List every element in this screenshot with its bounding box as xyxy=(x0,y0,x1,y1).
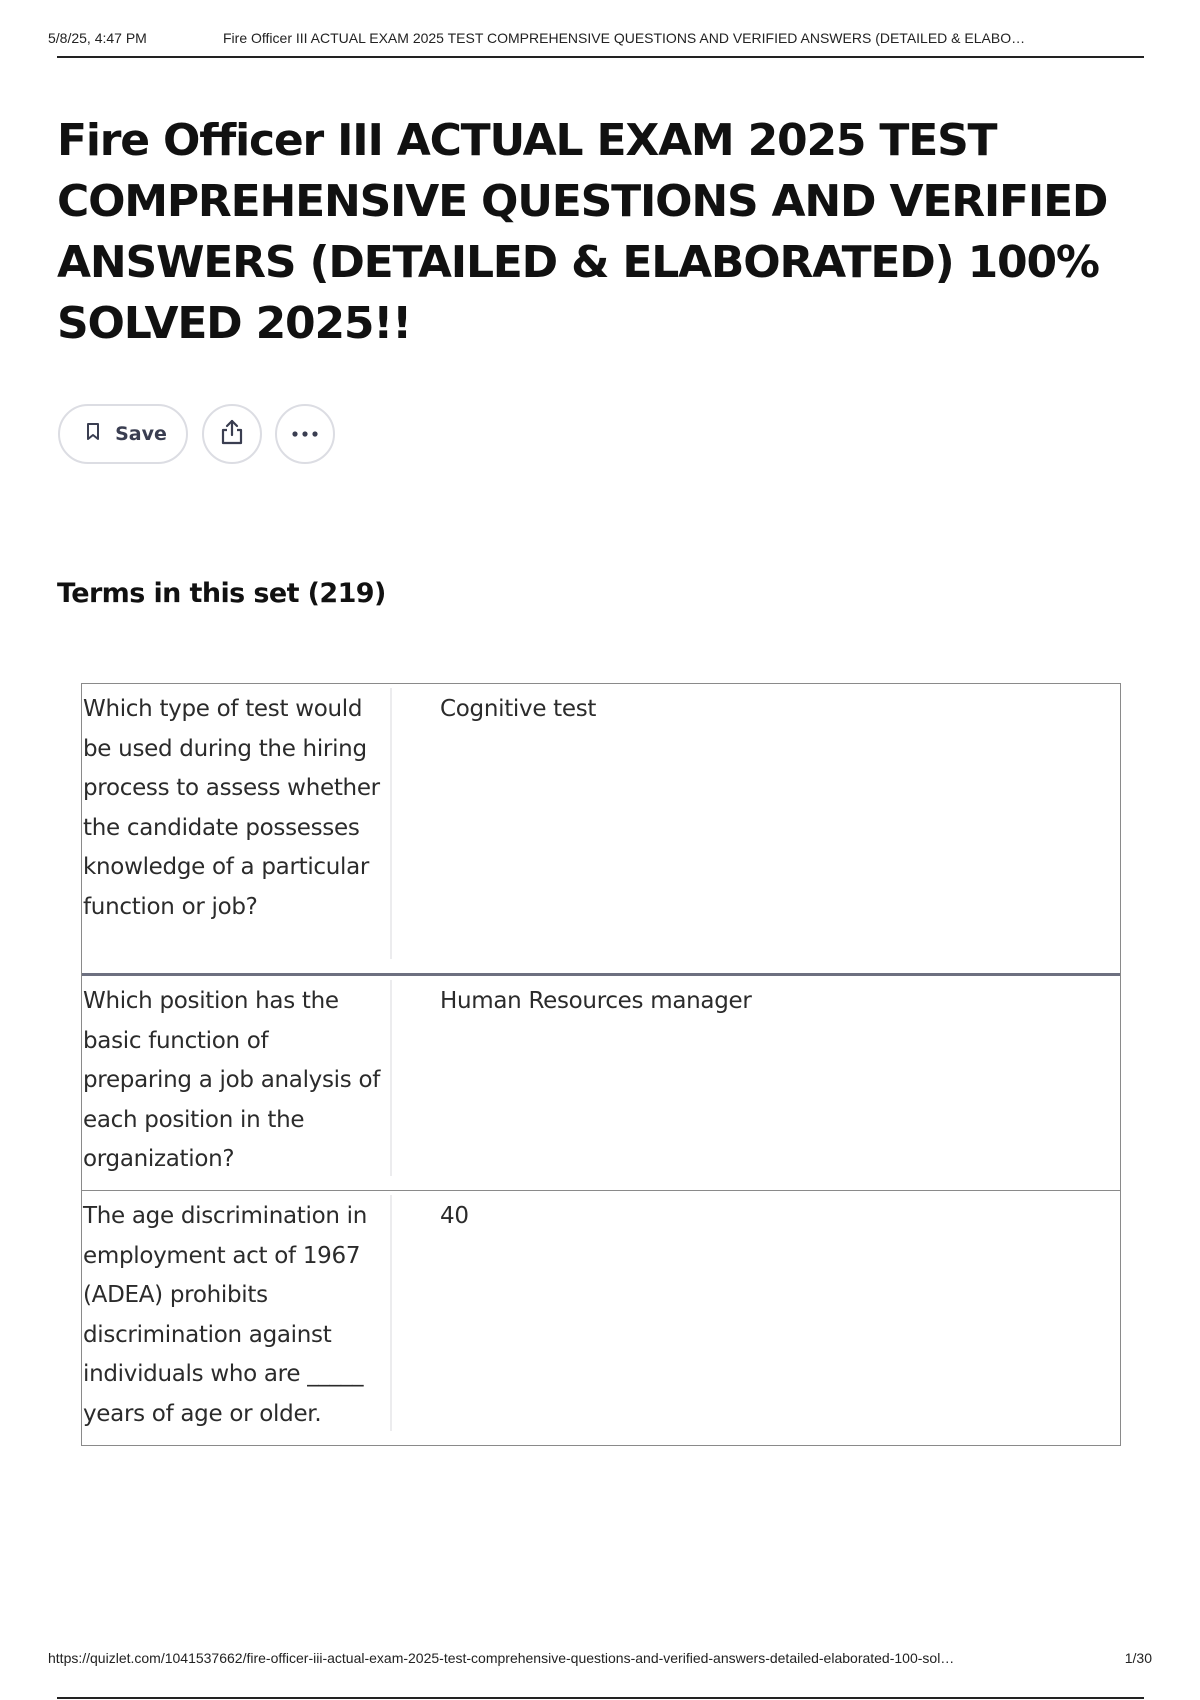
definition-text: Human Resources manager xyxy=(440,988,752,1014)
print-footer xyxy=(48,1650,1152,1670)
term-row xyxy=(82,976,1120,1191)
term-text: Which type of test would be used during the hiring process to assess whether the candidate possesses knowledge of a particular function or job? xyxy=(82,684,392,973)
more-options-icon xyxy=(291,425,319,443)
term-text: Which position has the basic function of preparing a job analysis of each position in the organization? xyxy=(82,976,392,1190)
more-options-button[interactable] xyxy=(275,404,335,464)
save-label: Save xyxy=(115,423,167,445)
print-url: https://quizlet.com/1041537662/fire-officer-iii-actual-exam-2025-test-comprehensive-questions-and-verified-answers-detailed-elaborated-100-sol… xyxy=(48,1650,955,1666)
print-doc-title: Fire Officer III ACTUAL EXAM 2025 TEST COMPREHENSIVE QUESTIONS AND VERIFIED ANSWERS (DETAILED & ELABO… xyxy=(223,30,1026,46)
term-row xyxy=(82,1191,1120,1445)
print-datetime: 5/8/25, 4:47 PM xyxy=(48,30,147,46)
terms-heading: Terms in this set (219) xyxy=(57,578,386,609)
footer-divider xyxy=(57,1697,1144,1699)
page-title: Fire Officer III ACTUAL EXAM 2025 TEST COMPREHENSIVE QUESTIONS AND VERIFIED ANSWERS (DETAILED & ELABORATED) 100% SOLVED 2025!! xyxy=(57,115,1108,349)
definition-text: Cognitive test xyxy=(440,696,597,722)
save-button[interactable] xyxy=(58,404,188,464)
header-divider xyxy=(57,56,1144,58)
share-button[interactable] xyxy=(202,404,262,464)
terms-table xyxy=(81,683,1121,1446)
bookmark-icon xyxy=(85,422,101,447)
print-header xyxy=(48,28,1144,58)
term-text: The age discrimination in employment act of 1967 (ADEA) prohibits discrimination against individuals who are _____ years of age or older. xyxy=(82,1191,392,1445)
share-icon xyxy=(219,418,245,451)
term-row xyxy=(82,684,1120,976)
page-indicator: 1/30 xyxy=(1124,1650,1152,1666)
definition-text: 40 xyxy=(440,1203,469,1229)
